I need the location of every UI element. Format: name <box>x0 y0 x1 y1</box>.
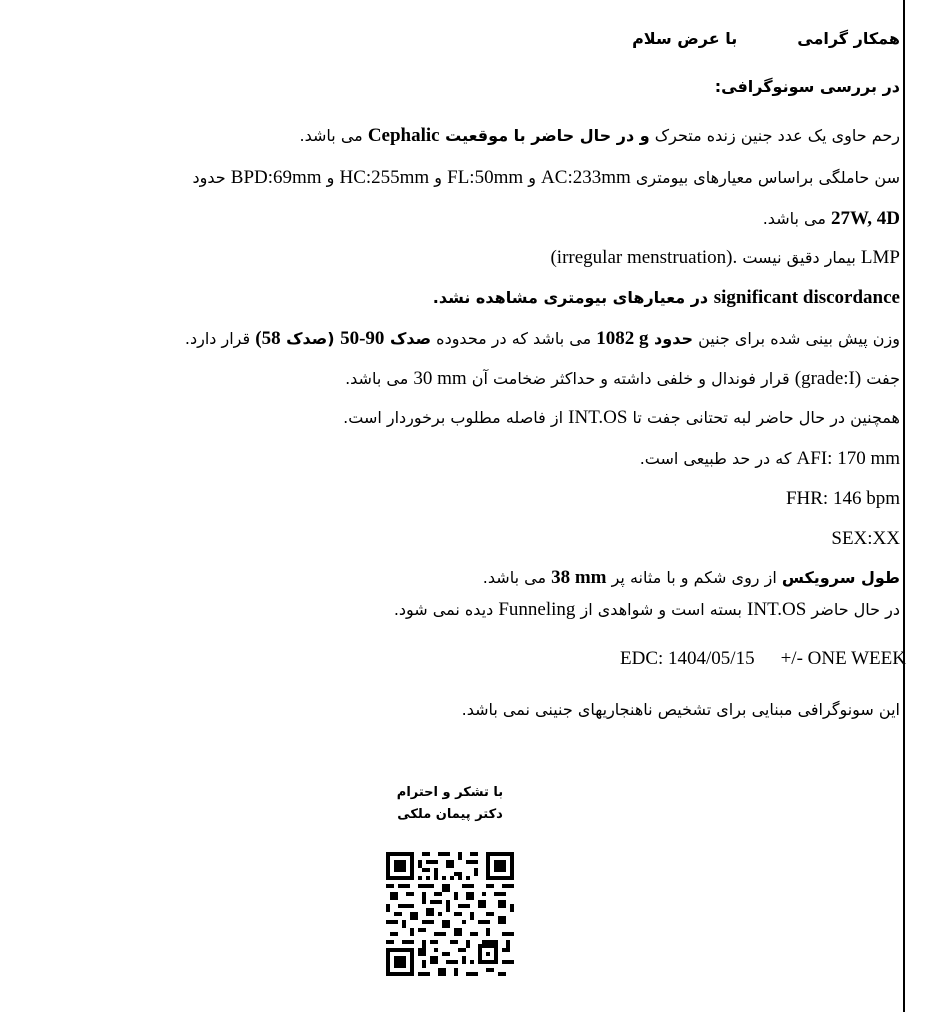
salutation: با عرض سلام <box>632 29 738 48</box>
report-line-6: وزن پیش بینی شده برای جنین حدود 1082 g می باشد که در محدوده صدک 50-90 (صدک 58) قرار دارد. <box>184 328 900 349</box>
report-line-4: LMP بیمار دقیق نیست (irregular menstruation). <box>550 247 900 268</box>
report-line-7: جفت (grade:I) قرار فوندال و خلفی داشته و حداکثر ضخامت آن 30 mm می باشد. <box>345 368 900 389</box>
edc-line <box>620 647 906 671</box>
report-line-2: سن حاملگی براساس معیارهای بیومتری AC:233mm و FL:50mm و HC:255mm و BPD:69mm حدود <box>192 167 900 188</box>
subject: در بررسی سونوگرافی: <box>714 77 900 96</box>
edc-range: +/- ONE WEEK <box>780 648 906 669</box>
subject-line <box>715 75 900 99</box>
report-line-10: FHR: 146 bpm <box>785 488 900 509</box>
greeting: همکار گرامی <box>797 29 900 48</box>
doctor-name: دکتر پیمان ملکی <box>397 807 503 822</box>
report-line-5: significant discordance در معیارهای بیومتری مشاهده نشد. <box>432 287 900 308</box>
report-line-12: طول سرویکس از روی شکم و با مثانه پر 38 mm می باشد. <box>482 567 900 588</box>
report-line-11: SEX:XX <box>831 528 900 549</box>
greeting-line <box>632 27 900 51</box>
report-line-9: AFI: 170 mm که در حد طبیعی است. <box>639 448 900 469</box>
disclaimer: این سونوگرافی مبنایی برای تشخیص ناهنجاریهای جنینی نمی باشد. <box>461 700 900 719</box>
margin-rule <box>903 0 905 1012</box>
report-line-8: همچنین در حال حاضر لبه تحتانی جفت تا INT.OS از فاصله مطلوب برخوردار است. <box>343 407 900 428</box>
report-line-3: 27W, 4D می باشد. <box>762 208 900 229</box>
qr-code <box>386 852 514 976</box>
closing-text: با تشکر و احترام <box>396 785 504 800</box>
report-line-1: رحم حاوی یک عدد جنین زنده متحرک و در حال حاضر با موقعیت Cephalic می باشد. <box>299 125 900 146</box>
report-line-13: در حال حاضر INT.OS بسته است و شواهدی از Funneling دیده نمی شود. <box>393 599 900 620</box>
edc-date: EDC: 1404/05/15 <box>620 648 755 669</box>
